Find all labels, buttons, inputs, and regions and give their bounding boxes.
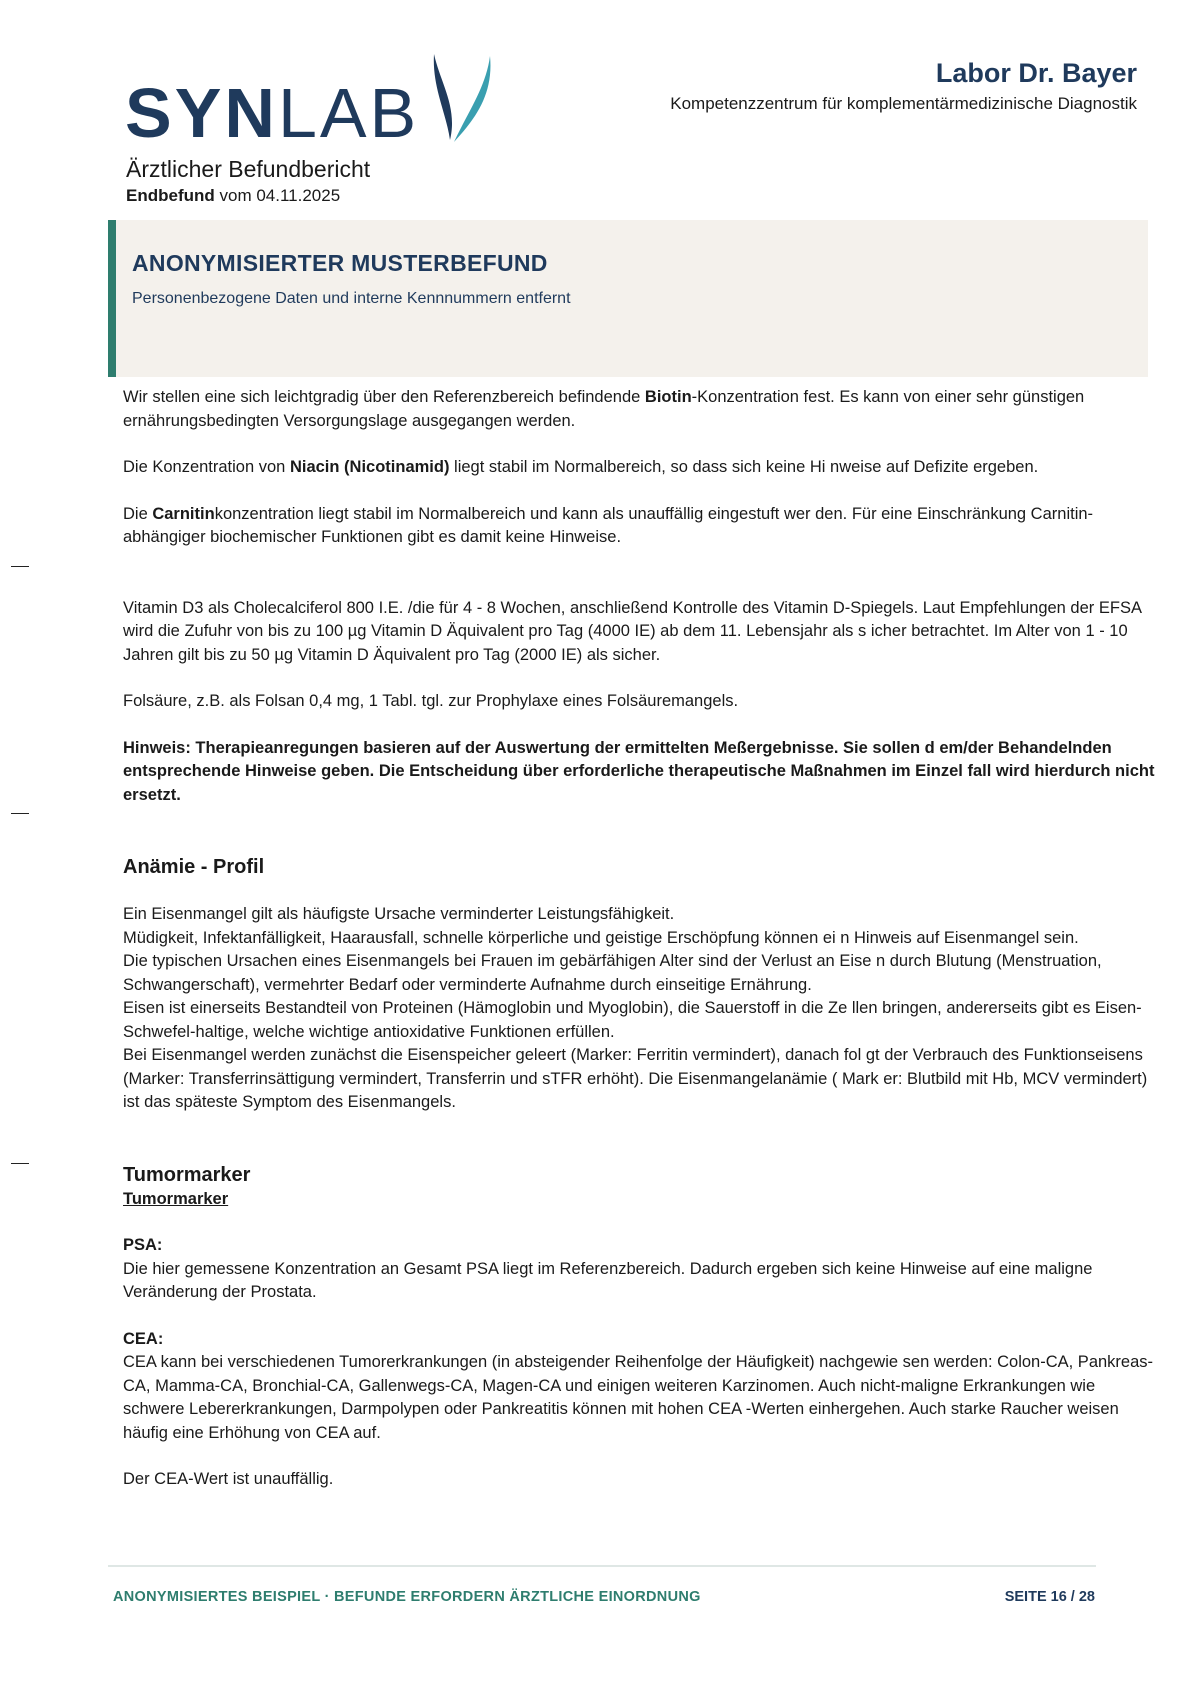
- logo-wordmark: SYNLAB: [125, 74, 420, 152]
- anonymized-banner: [108, 220, 1148, 377]
- carnitin-paragraph: Die Carnitinkonzentration liegt stabil im Normalbereich und kann als unauffällig eingestuft wer den. Für eine Einschränkung Carnitin-abhängiger biochemischer Funktionen gibt es damit keine Hinweise.: [123, 504, 1094, 546]
- tumormarker-heading: Tumormarker: [123, 1163, 251, 1186]
- therapy-note: Hinweis: Therapieanregungen basieren auf der Auswertung der ermittelten Meßergebnisse. Sie sollen d em/der Behandelnden entsprechende Hinweise geben. Die Entscheidung über erforderliche therapeutische Maßnahmen im Einzel fall wird hierdurch nicht ersetzt.: [123, 738, 1155, 804]
- psa-label: PSA:: [123, 1236, 163, 1254]
- margin-fold-mark: [11, 566, 29, 567]
- niacin-paragraph: Die Konzentration von Niacin (Nicotinamid) liegt stabil im Normalbereich, so dass sich keine Hi nweise auf Defizite ergeben.: [123, 458, 1039, 476]
- cea-result: Der CEA-Wert ist unauffällig.: [123, 1470, 334, 1488]
- anaemie-line: Müdigkeit, Infektanfälligkeit, Haarausfall, schnelle körperliche und geistige Erschöpfung können ei n Hinweis auf Eisenmangel sein.: [123, 928, 1079, 947]
- anaemie-line: Bei Eisenmangel werden zunächst die Eisenspeicher geleert (Marker: Ferritin vermindert), danach fol gt der Verbrauch des Funktionseisens (Marker: Transferrinsättigung vermindert, Transferrin und sTFR erhöht). Die Eisenmangelanämie ( Mark er: Blutbild mit Hb, MCV vermindert) ist das späteste Symptom des Eisenmangels.: [123, 1046, 1148, 1111]
- banner-subtitle: Personenbezogene Daten und interne Kennnummern entfernt: [132, 290, 571, 307]
- psa-text: Die hier gemessene Konzentration an Gesamt PSA liegt im Referenzbereich. Dadurch ergeben sich keine Hinweise auf eine maligne Veränderung der Prostata.: [123, 1259, 1093, 1301]
- margin-fold-mark: [11, 813, 29, 814]
- anaemie-line: Eisen ist einerseits Bestandteil von Proteinen (Hämoglobin und Myoglobin), die Sauerstoff in die Ze llen bringen, andererseits gibt es Eisen-Schwefel-haltige, welche wichtige antioxidative Funktionen erfüllen.: [123, 999, 1142, 1041]
- vitamin-d-paragraph: Vitamin D3 als Cholecalciferol 800 I.E. /die für 4 - 8 Wochen, anschließend Kontrolle des Vitamin D-Spiegels. Laut Empfehlungen der EFSA wird die Zufuhr von bis zu 100 µg Vitamin D Äquivalent pro Tag (4000 IE) ab dem 11. Lebensjahr als s icher betrachtet. Im Alter von 1 - 10 Jahren gilt bis zu 50 µg Vitamin D Äquivalent pro Tag (2000 IE) als sicher.: [123, 598, 1142, 664]
- page-number: SEITE 16 / 28: [1004, 1589, 1095, 1605]
- footer-divider: [108, 1565, 1096, 1567]
- anaemie-line: Ein Eisenmangel gilt als häufigste Ursache verminderter Leistungsfähigkeit.: [123, 905, 675, 923]
- footer-disclaimer: ANONYMISIERTES BEISPIEL · BEFUNDE ERFORDERN ÄRZTLICHE EINORDNUNG: [113, 1589, 701, 1605]
- tumormarker-subheading: Tumormarker: [123, 1189, 229, 1208]
- report-title: Ärztlicher Befundbericht: [126, 156, 371, 182]
- margin-punch-mark: [11, 1163, 29, 1164]
- anaemie-line: Die typischen Ursachen eines Eisenmangels bei Frauen im gebärfähigen Alter sind der Verlust an Eise n durch Blutung (Menstruation, Schwangerschaft), vermehrter Bedarf oder verminderte Aufnahme durch einseitige Ernährung.: [123, 952, 1102, 994]
- report-status: Endbefund vom 04.11.2025: [126, 186, 341, 205]
- lab-name: Labor Dr. Bayer: [935, 58, 1137, 88]
- banner-title: ANONYMISIERTER MUSTERBEFUND: [132, 250, 548, 276]
- report-body: [123, 386, 1158, 1492]
- logo-wave-icon: [428, 52, 498, 144]
- folsaeure-paragraph: Folsäure, z.B. als Folsan 0,4 mg, 1 Tabl. tgl. zur Prophylaxe eines Folsäuremangels.: [123, 692, 739, 710]
- anaemie-heading: Anämie - Profil: [123, 856, 265, 878]
- cea-label: CEA:: [123, 1329, 164, 1348]
- cea-text: CEA kann bei verschiedenen Tumorerkrankungen (in absteigender Reihenfolge der Häufigkeit) nachgewie sen werden: Colon-CA, Pankreas-CA, Mamma-CA, Bronchial-CA, Gallenwegs-CA, Magen-CA und einigen weiteren Karzinomen. Auch nicht-maligne Erkrankungen wie schwere Lebererkrankungen, Darmpolypen oder Pankreatitis können mit hohen CEA -Werten einhergehen. Auch starke Raucher weisen häufig eine Erhöhung von CEA auf.: [123, 1353, 1154, 1442]
- synlab-logo: [125, 52, 505, 152]
- lab-subtitle: Kompetenzzentrum für komplementärmedizinische Diagnostik: [670, 94, 1137, 113]
- biotin-paragraph: Wir stellen eine sich leichtgradig über den Referenzbereich befindende Biotin-Konzentration fest. Es kann von einer sehr günstigen ernährungsbedingten Versorgungslage ausgegangen werden.: [123, 388, 1085, 430]
